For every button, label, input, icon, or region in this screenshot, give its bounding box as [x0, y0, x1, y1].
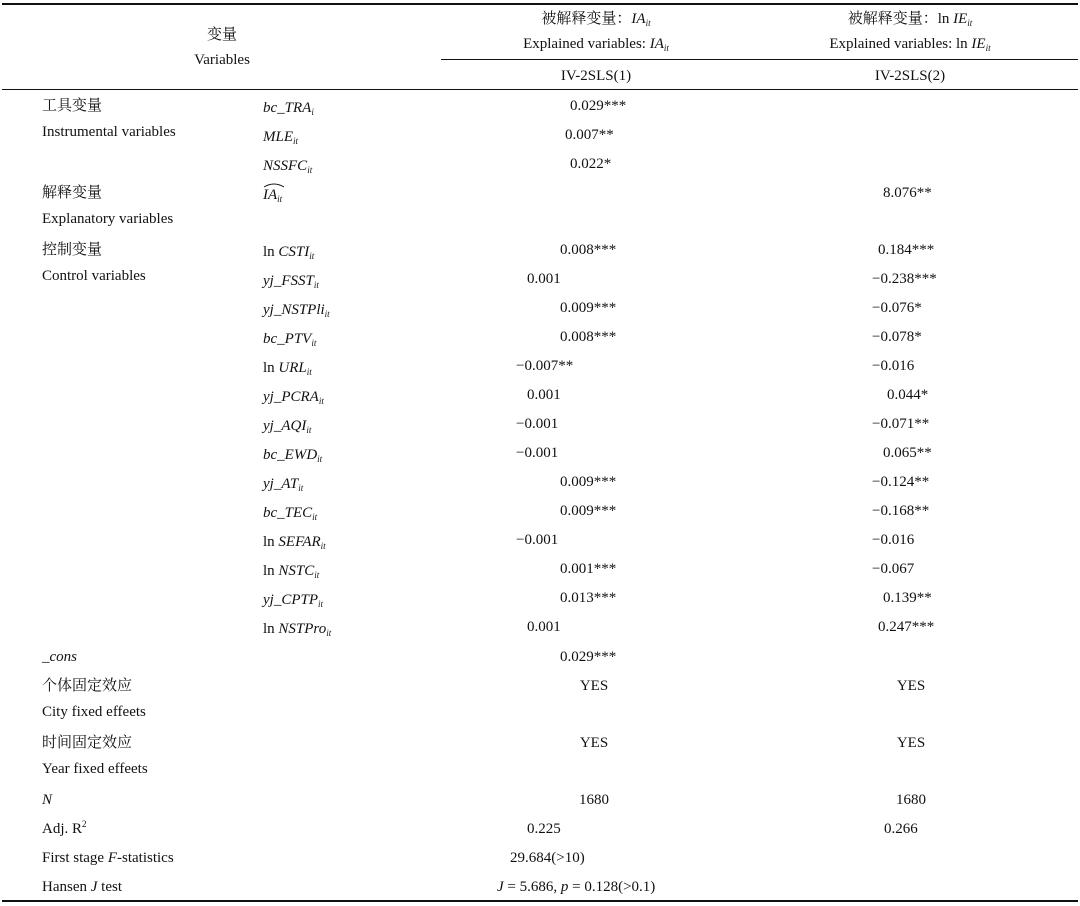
col1-header-en-sub: it — [663, 43, 669, 53]
row-ptv-label — [263, 330, 316, 348]
first-stage-var: F — [107, 850, 118, 866]
row-bc-tra-label — [263, 99, 314, 117]
row-pcra-sub: it — [318, 396, 324, 406]
row-nstpli-label — [263, 301, 330, 319]
cons-label: _cons — [42, 649, 77, 665]
hat-accent — [263, 186, 277, 204]
hansen-p-var: p — [560, 879, 569, 895]
n-col1: 1680 — [579, 792, 609, 808]
group-instrumental-cn: 工具变量 — [42, 98, 103, 114]
row-nssfc-sub: it — [307, 165, 313, 175]
row-aqi-var: yj_AQI — [263, 418, 307, 434]
col2-header-cn-prefix: 被解释变量：ln — [847, 11, 954, 27]
row-fsst-var: yj_FSST — [263, 273, 314, 289]
hansen-var: J — [90, 879, 98, 895]
col1-header-en — [523, 35, 669, 53]
row-csti-var: CSTI — [278, 244, 310, 260]
cell-url-col2: −0.016 — [872, 358, 915, 374]
row-nstc-label — [263, 562, 319, 580]
row-nstpro-pre: ln — [263, 621, 279, 637]
row-at-var: yj_AT — [263, 476, 299, 492]
col2-header-en-var: IE — [971, 36, 986, 52]
row-aqi-label — [263, 417, 311, 435]
city-fe-col2: YES — [896, 678, 926, 694]
col2-model-label: IV-2SLS(2) — [874, 68, 946, 84]
row-nstpli-sub: it — [324, 309, 330, 319]
cell-nstc-col1: 0.001*** — [560, 561, 617, 577]
city-fe-cn: 个体固定效应 — [42, 678, 133, 694]
first-stage-col1: 29.684(>10) — [510, 850, 585, 866]
adj-r2-sup: 2 — [82, 819, 87, 829]
adj-r2-col1: 0.225 — [527, 821, 561, 837]
row-csti-sub: it — [309, 251, 315, 261]
first-stage-label — [42, 849, 174, 867]
adj-r2-col2: 0.266 — [884, 821, 918, 837]
row-nstpro-sub: it — [326, 628, 332, 638]
variables-header-cn: 变量 — [206, 27, 238, 43]
group-explanatory-cn: 解释变量 — [42, 185, 103, 201]
row-url-sub: it — [306, 367, 312, 377]
row-url-var: URL — [278, 360, 307, 376]
col2-header-var: IE — [953, 11, 968, 27]
row-ewd-var: bc_EWD — [263, 447, 318, 463]
row-sefar-pre: ln — [263, 534, 279, 550]
row-nstc-var: NSTC — [278, 563, 315, 579]
row-nstpro-label — [263, 620, 331, 638]
hansen-pre: Hansen — [42, 879, 91, 895]
row-mle-sub: it — [293, 136, 299, 146]
row-url-label — [263, 359, 312, 377]
hansen-label — [42, 878, 122, 896]
row-cptp-var: yj_CPTP — [263, 592, 318, 608]
cell-ewd-col1: −0.001 — [516, 445, 559, 461]
row-ewd-sub: it — [317, 454, 323, 464]
row-csti-pre: ln — [263, 244, 279, 260]
cell-aqi-col2: −0.071** — [872, 416, 930, 432]
cell-nstpro-col2: 0.247*** — [878, 619, 935, 635]
row-at-label — [263, 475, 303, 493]
hansen-post: test — [97, 879, 123, 895]
cell-ptv-col1: 0.008*** — [560, 329, 617, 345]
col1-model-label: IV-2SLS(1) — [560, 68, 632, 84]
group-control-cn: 控制变量 — [42, 242, 103, 258]
first-stage-post: -statistics — [117, 850, 174, 866]
cell-sefar-col2: −0.016 — [872, 532, 915, 548]
row-ia-hat-sub: it — [277, 194, 283, 204]
row-cptp-label — [263, 591, 323, 609]
col1-header-cn-prefix: 被解释变量： — [541, 11, 632, 27]
cell-ptv-col2: −0.078* — [872, 329, 922, 345]
variables-header-en: Variables — [194, 52, 250, 68]
col1-header-cn — [541, 10, 650, 28]
hansen-j-var: J — [497, 879, 504, 895]
cell-nstpli-col1: 0.009*** — [560, 300, 617, 316]
n-col2: 1680 — [896, 792, 926, 808]
row-at-sub: it — [298, 483, 304, 493]
row-tec-sub: it — [312, 512, 318, 522]
row-ewd-label — [263, 446, 322, 464]
group-explanatory-en: Explanatory variables — [42, 211, 174, 227]
hansen-j-val: = 5.686, — [503, 879, 561, 895]
row-url-pre: ln — [263, 360, 279, 376]
row-bc-tra-var: bc_TRA — [263, 100, 312, 116]
col1-header-var: IA — [631, 11, 646, 27]
year-fe-col1: YES — [579, 735, 609, 751]
col2-header-sub: it — [967, 18, 973, 28]
cell-pcra-col1: 0.001 — [527, 387, 561, 403]
first-stage-pre: First stage — [42, 850, 108, 866]
cell-fsst-col2: −0.238*** — [872, 271, 937, 287]
row-mle-label — [263, 128, 298, 146]
cell-nstc-col2: −0.067 — [872, 561, 915, 577]
city-fe-col1: YES — [579, 678, 609, 694]
row-pcra-label — [263, 388, 324, 406]
col2-header-en-prefix: Explained variables: ln — [829, 36, 972, 52]
row-fsst-sub: it — [313, 280, 319, 290]
adj-r2-label — [42, 820, 87, 838]
cell-cptp-col1: 0.013*** — [560, 590, 617, 606]
bottom-rule — [2, 900, 1078, 902]
hansen-col1 — [497, 878, 655, 896]
year-fe-cn: 时间固定效应 — [42, 735, 133, 751]
group-instrumental-en: Instrumental variables — [42, 124, 176, 140]
cell-nssfc-col1: 0.022* — [570, 156, 612, 172]
row-bc-tra-sub: i — [311, 107, 314, 117]
cell-nstpli-col2: −0.076* — [872, 300, 922, 316]
cell-cptp-col2: 0.139** — [883, 590, 932, 606]
row-sefar-var: SEFAR — [278, 534, 321, 550]
hansen-p-val: = 0.128(>0.1) — [568, 879, 656, 895]
cell-url-col1: −0.007** — [516, 358, 574, 374]
group-control-en: Control variables — [42, 268, 146, 284]
row-ia-hat-var: IA — [263, 187, 278, 203]
row-sefar-label — [263, 533, 326, 551]
row-csti-label — [263, 243, 314, 261]
header-mid-rule — [441, 59, 1078, 60]
row-nstc-sub: it — [314, 570, 320, 580]
row-nssfc-label — [263, 157, 312, 175]
row-nstpli-var: yj_NSTPli — [263, 302, 325, 318]
row-pcra-var: yj_PCRA — [263, 389, 319, 405]
col1-header-en-prefix: Explained variables: — [523, 36, 650, 52]
cons-col1: 0.029*** — [560, 649, 617, 665]
row-aqi-sub: it — [306, 425, 312, 435]
row-mle-var: MLE — [263, 129, 293, 145]
row-ia-hat-label — [263, 186, 282, 204]
col2-header-en — [829, 35, 990, 53]
cell-bc-tra-col1: 0.029*** — [570, 98, 627, 114]
row-fsst-label — [263, 272, 319, 290]
row-ptv-sub: it — [311, 338, 317, 348]
cell-ewd-col2: 0.065** — [883, 445, 932, 461]
row-cptp-sub: it — [318, 599, 324, 609]
year-fe-en: Year fixed effeets — [42, 761, 148, 777]
header-bottom-rule — [2, 89, 1078, 90]
row-nssfc-var: NSSFC — [263, 158, 308, 174]
cell-csti-col1: 0.008*** — [560, 242, 617, 258]
cell-mle-col1: 0.007** — [565, 127, 614, 143]
row-nstc-pre: ln — [263, 563, 279, 579]
n-label: N — [42, 792, 53, 808]
cell-ia-hat-col2: 8.076** — [883, 185, 932, 201]
row-nstpro-var: NSTPro — [278, 621, 327, 637]
year-fe-col2: YES — [896, 735, 926, 751]
col1-header-sub: it — [645, 18, 651, 28]
adj-r2-text: Adj. R — [42, 821, 83, 837]
row-tec-label — [263, 504, 317, 522]
col2-header-en-sub: it — [985, 43, 991, 53]
col2-header-cn — [848, 10, 973, 28]
cell-at-col2: −0.124** — [872, 474, 930, 490]
cell-aqi-col1: −0.001 — [516, 416, 559, 432]
col1-header-en-var: IA — [649, 36, 664, 52]
city-fe-en: City fixed effeets — [42, 704, 146, 720]
cell-pcra-col2: 0.044* — [887, 387, 929, 403]
top-rule — [2, 3, 1078, 5]
row-tec-var: bc_TEC — [263, 505, 313, 521]
cell-tec-col1: 0.009*** — [560, 503, 617, 519]
cell-sefar-col1: −0.001 — [516, 532, 559, 548]
row-sefar-sub: it — [320, 541, 326, 551]
cell-csti-col2: 0.184*** — [878, 242, 935, 258]
cell-at-col1: 0.009*** — [560, 474, 617, 490]
cell-nstpro-col1: 0.001 — [527, 619, 561, 635]
cell-fsst-col1: 0.001 — [527, 271, 561, 287]
cell-tec-col2: −0.168** — [872, 503, 930, 519]
row-ptv-var: bc_PTV — [263, 331, 312, 347]
